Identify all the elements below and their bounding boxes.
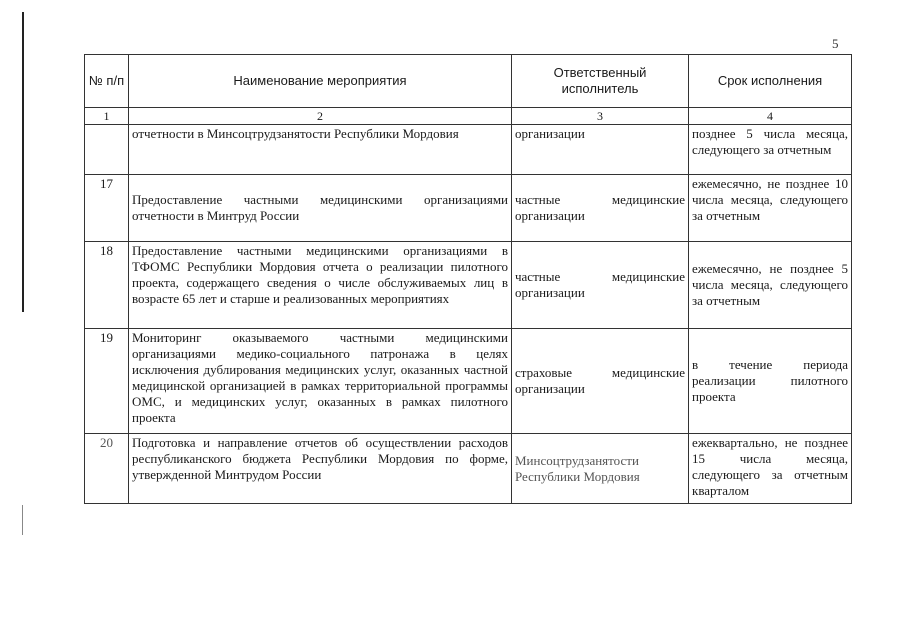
activities-table xyxy=(84,54,852,504)
column-index-cell: 2 xyxy=(129,108,512,125)
scan-margin-line xyxy=(22,12,24,312)
header-name: Наименование мероприятия xyxy=(129,55,512,108)
scan-margin-line-lower xyxy=(22,505,23,535)
column-index-row xyxy=(85,108,852,125)
page-number: 5 xyxy=(832,36,839,51)
row-deadline: ежемесячно, не позднее 5 числа месяца, следующего за отчетным xyxy=(689,242,852,329)
table-row xyxy=(85,434,852,504)
row-deadline: ежемесячно, не позднее 10 числа месяца, следующего за отчетным xyxy=(689,175,852,242)
table-row xyxy=(85,125,852,175)
column-index-cell: 3 xyxy=(512,108,689,125)
row-name: Подготовка и направление отчетов об осуществлении расходов республиканского бюджета Республики Мордовия по форме, утвержденной Минтрудом России xyxy=(129,434,512,504)
row-deadline: ежеквартально, не позднее 15 числа месяца, следующего за отчетным кварталом xyxy=(689,434,852,504)
column-index-cell: 1 xyxy=(85,108,129,125)
row-num: 20 xyxy=(85,434,129,504)
header-deadline: Срок исполнения xyxy=(689,55,852,108)
row-deadline: в течение периода реализации пилотного проекта xyxy=(689,329,852,434)
table-row xyxy=(85,329,852,434)
row-responsible: Минсоцтрудзанятости Республики Мордовия xyxy=(512,434,689,504)
table-row xyxy=(85,175,852,242)
row-name: Предоставление частными медицинскими организациями отчетности в Минтруд России xyxy=(129,175,512,242)
row-name: Предоставление частными медицинскими организациями в ТФОМС Республики Мордовия отчета о реализации пилотного проекта, содержащего сведения о числе обслуживаемых лиц в возрасте 65 лет и старше и реализованных мероприятиях xyxy=(129,242,512,329)
column-index-cell: 4 xyxy=(689,108,852,125)
row-deadline: позднее 5 числа месяца, следующего за отчетным xyxy=(689,125,852,175)
table-row xyxy=(85,242,852,329)
table-header-row xyxy=(85,55,852,108)
row-name: отчетности в Минсоцтрудзанятости Республики Мордовия xyxy=(129,125,512,175)
row-responsible: организации xyxy=(512,125,689,175)
header-responsible: Ответственный исполнитель xyxy=(512,55,689,108)
row-responsible: частные медицинские организации xyxy=(512,175,689,242)
row-responsible: частные медицинские организации xyxy=(512,242,689,329)
row-num xyxy=(85,125,129,175)
row-num: 18 xyxy=(85,242,129,329)
row-responsible: страховые медицинские организации xyxy=(512,329,689,434)
row-num: 17 xyxy=(85,175,129,242)
header-num: № п/п xyxy=(85,55,129,108)
row-num: 19 xyxy=(85,329,129,434)
row-name: Мониторинг оказываемого частными медицинскими организациями медико-социального патронажа в целях исключения дублирования медицинских услуг, оказанных частной медицинской организацией в рамках территориальной программы ОМС, и медицинских услуг, оказанных в рамках пилотного проекта xyxy=(129,329,512,434)
